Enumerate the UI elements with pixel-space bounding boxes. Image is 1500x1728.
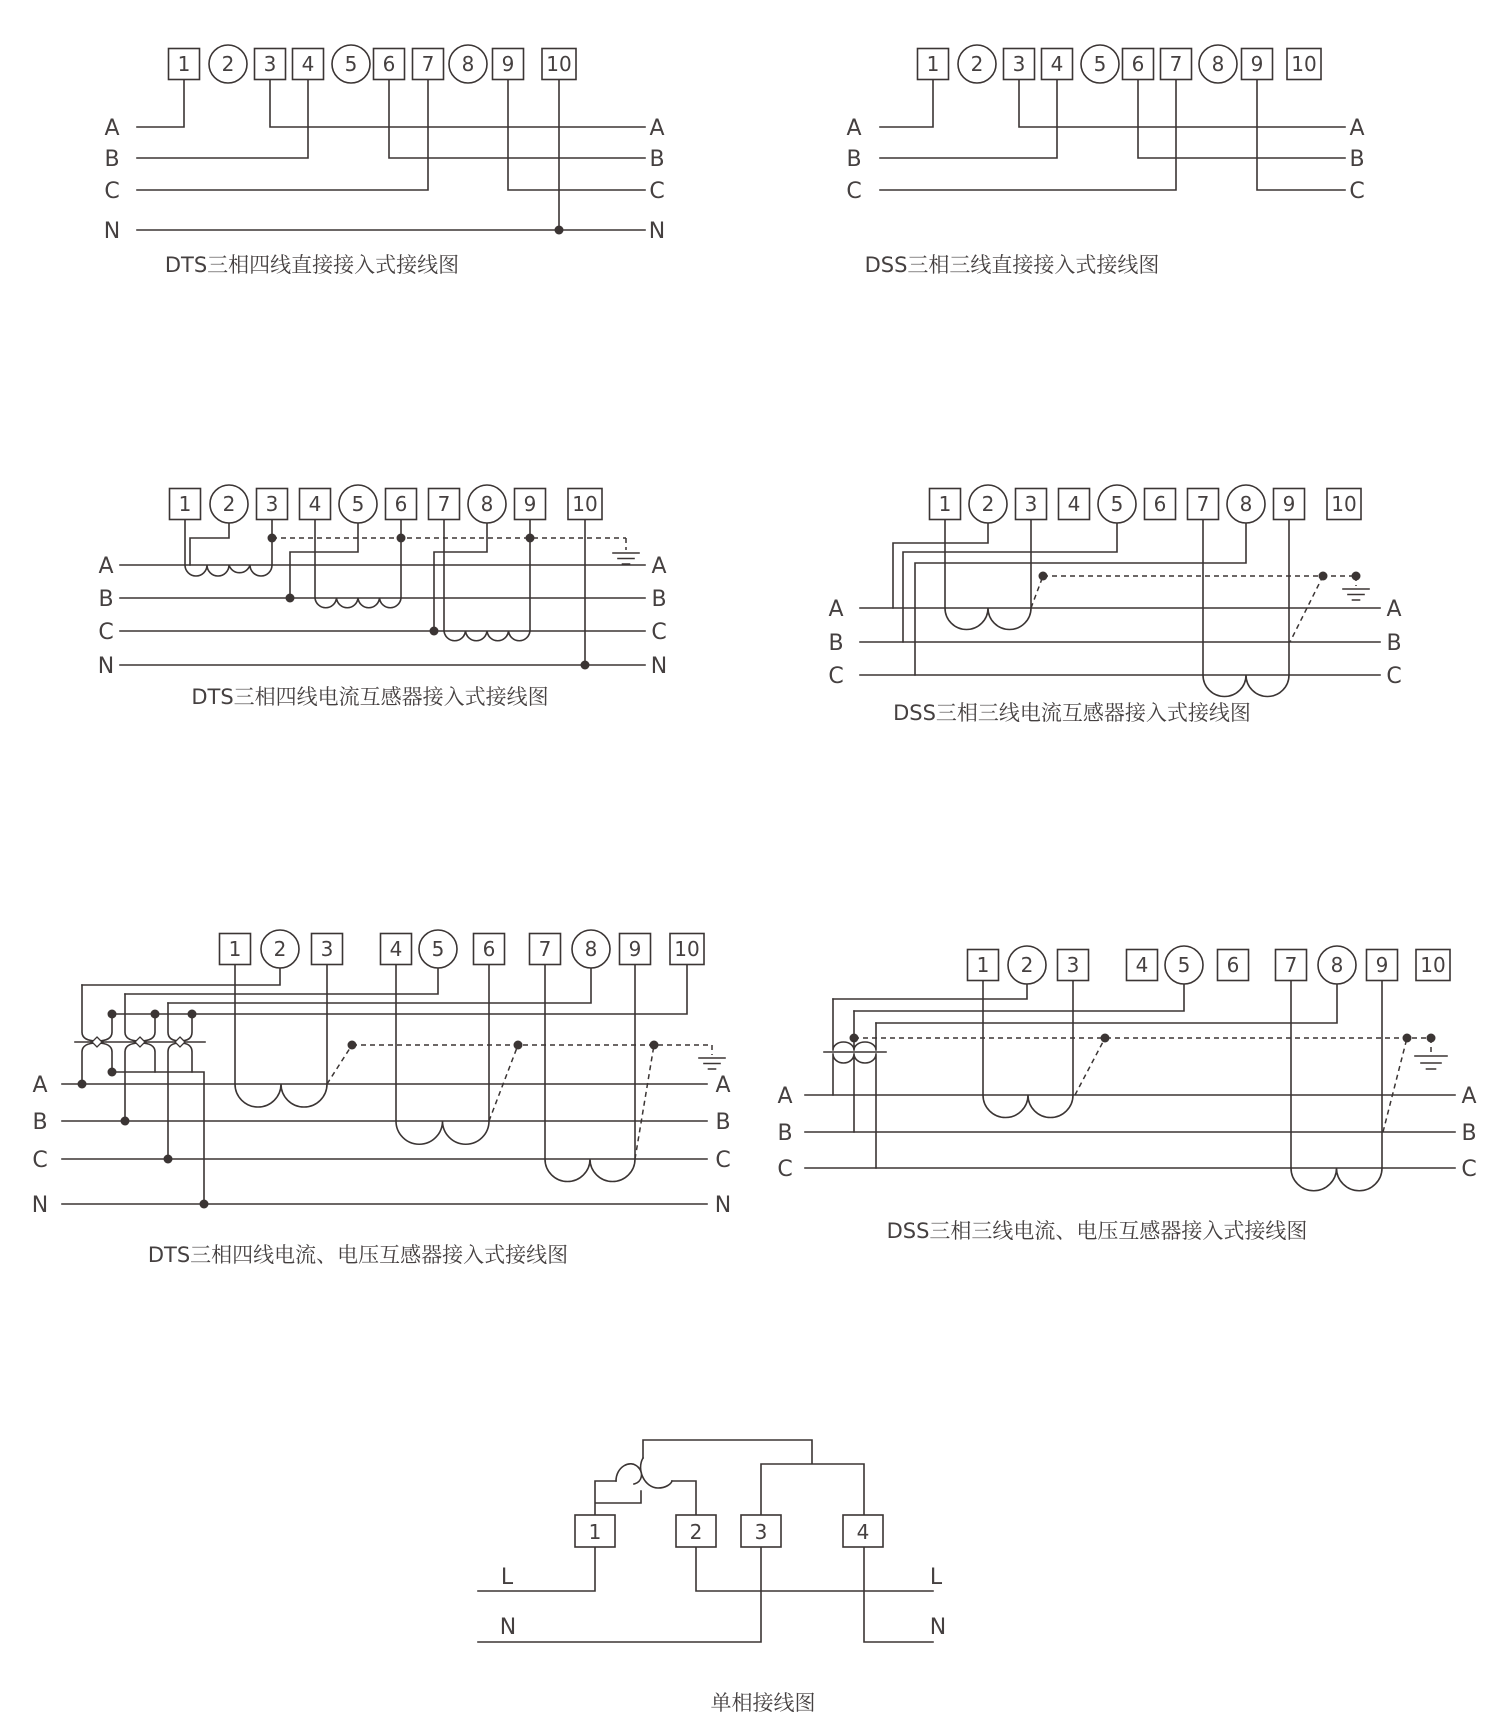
line-label-left-n: N (499, 1615, 517, 1640)
terminal-3-label: 3 (263, 52, 277, 76)
junction-dot (78, 1080, 87, 1089)
phase-label-left-b: B (777, 1121, 793, 1146)
ground-icon (699, 1058, 725, 1069)
terminal-7-label: 7 (1196, 492, 1210, 516)
terminal-4-label: 4 (1135, 953, 1149, 977)
ground-bus-dashed (272, 538, 626, 550)
junction-dot (514, 1041, 523, 1050)
diagram-dss-3wire-ct-pt (777, 946, 1476, 1243)
phase-label-left-b: B (846, 147, 862, 172)
terminal-1-label: 1 (228, 937, 242, 961)
junction-dot (108, 1010, 117, 1019)
diagram-caption: 单相接线图 (710, 1691, 816, 1715)
terminal-7-label: 7 (1284, 953, 1298, 977)
ground-bus-dashed (854, 1038, 1431, 1132)
terminal-9-label: 9 (523, 492, 537, 516)
terminal-2-label: 2 (981, 492, 995, 516)
phase-label-left-c: C (828, 664, 844, 689)
phase-label-right-a: A (1386, 597, 1402, 622)
ct-coils (235, 1084, 635, 1182)
terminal-10-label: 10 (674, 937, 700, 961)
terminal-4-label: 4 (389, 937, 403, 961)
terminal-5-label: 5 (351, 492, 365, 516)
junction-dot (1039, 572, 1048, 581)
terminal-1-label: 1 (178, 492, 192, 516)
junction-dot (121, 1117, 130, 1126)
terminal-8-label: 8 (461, 52, 475, 76)
terminal-9-label: 9 (1375, 953, 1389, 977)
line-label-left-l: L (500, 1565, 514, 1590)
line-label-right-n: N (929, 1615, 947, 1640)
terminal-6-label: 6 (394, 492, 408, 516)
phase-label-right-c: C (1349, 179, 1365, 204)
terminal-1-label: 1 (177, 52, 191, 76)
terminal-3-label: 3 (1066, 953, 1080, 977)
junction-dot (286, 594, 295, 603)
terminal-wires (983, 981, 1382, 1168)
junction-dot (650, 1041, 659, 1050)
terminal-3-label: 3 (320, 937, 334, 961)
terminal-2-label: 2 (970, 52, 984, 76)
diagram-dss-3wire-direct (846, 45, 1364, 277)
junction-dot (581, 661, 590, 670)
phase-label-right-n: N (648, 219, 666, 244)
terminal-10-label: 10 (546, 52, 572, 76)
terminal-6-label: 6 (1131, 52, 1145, 76)
junction-dot (1352, 572, 1361, 581)
terminal-7-label: 7 (1169, 52, 1183, 76)
terminal-2-label: 2 (222, 492, 236, 516)
terminal-9-label: 9 (1282, 492, 1296, 516)
terminal-3-label: 3 (1024, 492, 1038, 516)
phase-label-left-c: C (846, 179, 862, 204)
junction-dot (1101, 1034, 1110, 1043)
diagram-dss-3wire-ct (828, 485, 1401, 725)
junction-dot (850, 1034, 859, 1043)
terminal-4-label: 4 (1050, 52, 1064, 76)
phase-label-left-c: C (777, 1157, 793, 1182)
terminal-1-label: 1 (926, 52, 940, 76)
terminal-10-label: 10 (572, 492, 598, 516)
phase-label-left-a: A (846, 116, 862, 141)
phase-label-left-c: C (104, 179, 120, 204)
phase-label-right-b: B (651, 587, 667, 612)
phase-label-left-a: A (98, 554, 114, 579)
diagram-dts-4wire-ct (98, 485, 667, 709)
terminal-1-label: 1 (976, 953, 990, 977)
junction-dot (108, 1068, 117, 1077)
ct-coils (185, 565, 530, 641)
phase-label-right-c: C (715, 1148, 731, 1173)
wires (880, 80, 1345, 190)
diagram-dts-4wire-ct-pt (32, 930, 731, 1267)
ground-icon (613, 553, 639, 564)
terminal-8-label: 8 (1239, 492, 1253, 516)
terminal-7-label: 7 (538, 937, 552, 961)
junction-dot (526, 534, 535, 543)
wires (137, 80, 645, 230)
terminal-8-label: 8 (1211, 52, 1225, 76)
terminal-1-label: 1 (938, 492, 952, 516)
terminal-10-label: 10 (1331, 492, 1357, 516)
phase-label-left-b: B (32, 1110, 48, 1135)
junction-dot (151, 1010, 160, 1019)
phase-label-left-n: N (103, 219, 121, 244)
diagram-caption: DTS三相四线电流互感器接入式接线图 (191, 685, 549, 709)
phase-label-right-a: A (651, 554, 667, 579)
terminal-9-label: 9 (1250, 52, 1264, 76)
phase-label-left-b: B (104, 147, 120, 172)
diagram-caption: DTS三相四线电流、电压互感器接入式接线图 (147, 1243, 569, 1267)
phase-lines (805, 1095, 1455, 1168)
phase-label-right-b: B (1461, 1121, 1477, 1146)
phase-label-left-a: A (104, 116, 120, 141)
terminal-6-label: 6 (1153, 492, 1167, 516)
phase-label-right-b: B (715, 1110, 731, 1135)
phase-label-left-c: C (32, 1148, 48, 1173)
terminal-2-label: 2 (273, 937, 287, 961)
ground-icon (1343, 589, 1369, 600)
phase-label-right-b: B (1386, 631, 1402, 656)
phase-label-left-b: B (98, 587, 114, 612)
terminal-4-label: 4 (1067, 492, 1081, 516)
phase-label-right-n: N (714, 1193, 732, 1218)
junction-dot (268, 534, 277, 543)
ct-coils (983, 1095, 1382, 1191)
terminal-7-label: 7 (421, 52, 435, 76)
terminal-wires (893, 520, 1289, 675)
terminal-wires (185, 520, 585, 665)
phase-label-right-c: C (1461, 1157, 1477, 1182)
junction-dot (430, 627, 439, 636)
phase-label-right-n: N (650, 654, 668, 679)
phase-label-left-a: A (32, 1073, 48, 1098)
junction-dot (397, 534, 406, 543)
terminal-5-label: 5 (1110, 492, 1124, 516)
terminal-3-label: 3 (265, 492, 279, 516)
line-label-right-l: L (929, 1565, 943, 1590)
terminal-5-label: 5 (431, 937, 445, 961)
terminal-2-label: 2 (1020, 953, 1034, 977)
terminal-10-label: 10 (1291, 52, 1317, 76)
phase-lines (120, 565, 645, 665)
junction-dot (188, 1010, 197, 1019)
terminal-3-label: 3 (754, 1520, 768, 1544)
phase-label-left-c: C (98, 620, 114, 645)
ground-bus-dashed (1031, 576, 1356, 642)
phase-label-right-a: A (1461, 1084, 1477, 1109)
phase-label-right-b: B (1349, 147, 1365, 172)
phase-label-right-a: A (1349, 116, 1365, 141)
terminal-1-label: 1 (588, 1520, 602, 1544)
junction-dot (1319, 572, 1328, 581)
phase-label-right-c: C (649, 179, 665, 204)
phase-label-left-n: N (31, 1193, 49, 1218)
diagram-caption: DSS三相三线电流互感器接入式接线图 (893, 701, 1251, 725)
terminal-9-label: 9 (628, 937, 642, 961)
diagram-dts-4wire-direct (104, 45, 665, 277)
phase-label-right-b: B (649, 147, 665, 172)
terminal-5-label: 5 (1093, 52, 1107, 76)
terminal-4-label: 4 (301, 52, 315, 76)
junction-dot (1403, 1034, 1412, 1043)
diagram-caption: DSS三相三线直接接入式接线图 (864, 253, 1160, 277)
phase-label-right-a: A (715, 1073, 731, 1098)
terminal-9-label: 9 (501, 52, 515, 76)
pt-buses (833, 983, 1337, 1023)
phase-label-right-c: C (651, 620, 667, 645)
diagram-caption: DSS三相三线电流、电压互感器接入式接线图 (886, 1219, 1308, 1243)
ground-icon (1415, 1056, 1447, 1069)
terminal-2-label: 2 (689, 1520, 703, 1544)
terminal-2-label: 2 (221, 52, 235, 76)
phase-label-right-a: A (649, 116, 665, 141)
diagram-single-phase (478, 1440, 946, 1715)
terminal-8-label: 8 (584, 937, 598, 961)
junction-dot (348, 1041, 357, 1050)
phase-label-right-c: C (1386, 664, 1402, 689)
ground-bus-dashed (327, 1045, 712, 1159)
pt-symbols (824, 999, 886, 1168)
ct-coils (945, 608, 1289, 697)
terminal-8-label: 8 (1330, 953, 1344, 977)
terminal-4-label: 4 (856, 1520, 870, 1544)
phase-label-left-a: A (777, 1084, 793, 1109)
junction-dot (1427, 1034, 1436, 1043)
terminal-5-label: 5 (1177, 953, 1191, 977)
junction-dot (555, 226, 564, 235)
phase-lines (62, 1084, 707, 1204)
terminal-4-label: 4 (308, 492, 322, 516)
terminal-8-label: 8 (480, 492, 494, 516)
junction-dot (200, 1200, 209, 1209)
terminal-6-label: 6 (1226, 953, 1240, 977)
junction-dot (164, 1155, 173, 1164)
terminal-7-label: 7 (437, 492, 451, 516)
terminal-6-label: 6 (482, 937, 496, 961)
diagram-caption: DTS三相四线直接接入式接线图 (164, 253, 460, 277)
terminal-6-label: 6 (382, 52, 396, 76)
terminal-3-label: 3 (1012, 52, 1026, 76)
terminal-5-label: 5 (344, 52, 358, 76)
terminal-10-label: 10 (1420, 953, 1446, 977)
phase-label-left-n: N (97, 654, 115, 679)
phase-label-left-b: B (828, 631, 844, 656)
voltage-link-hooks (616, 1458, 672, 1488)
phase-label-left-a: A (828, 597, 844, 622)
